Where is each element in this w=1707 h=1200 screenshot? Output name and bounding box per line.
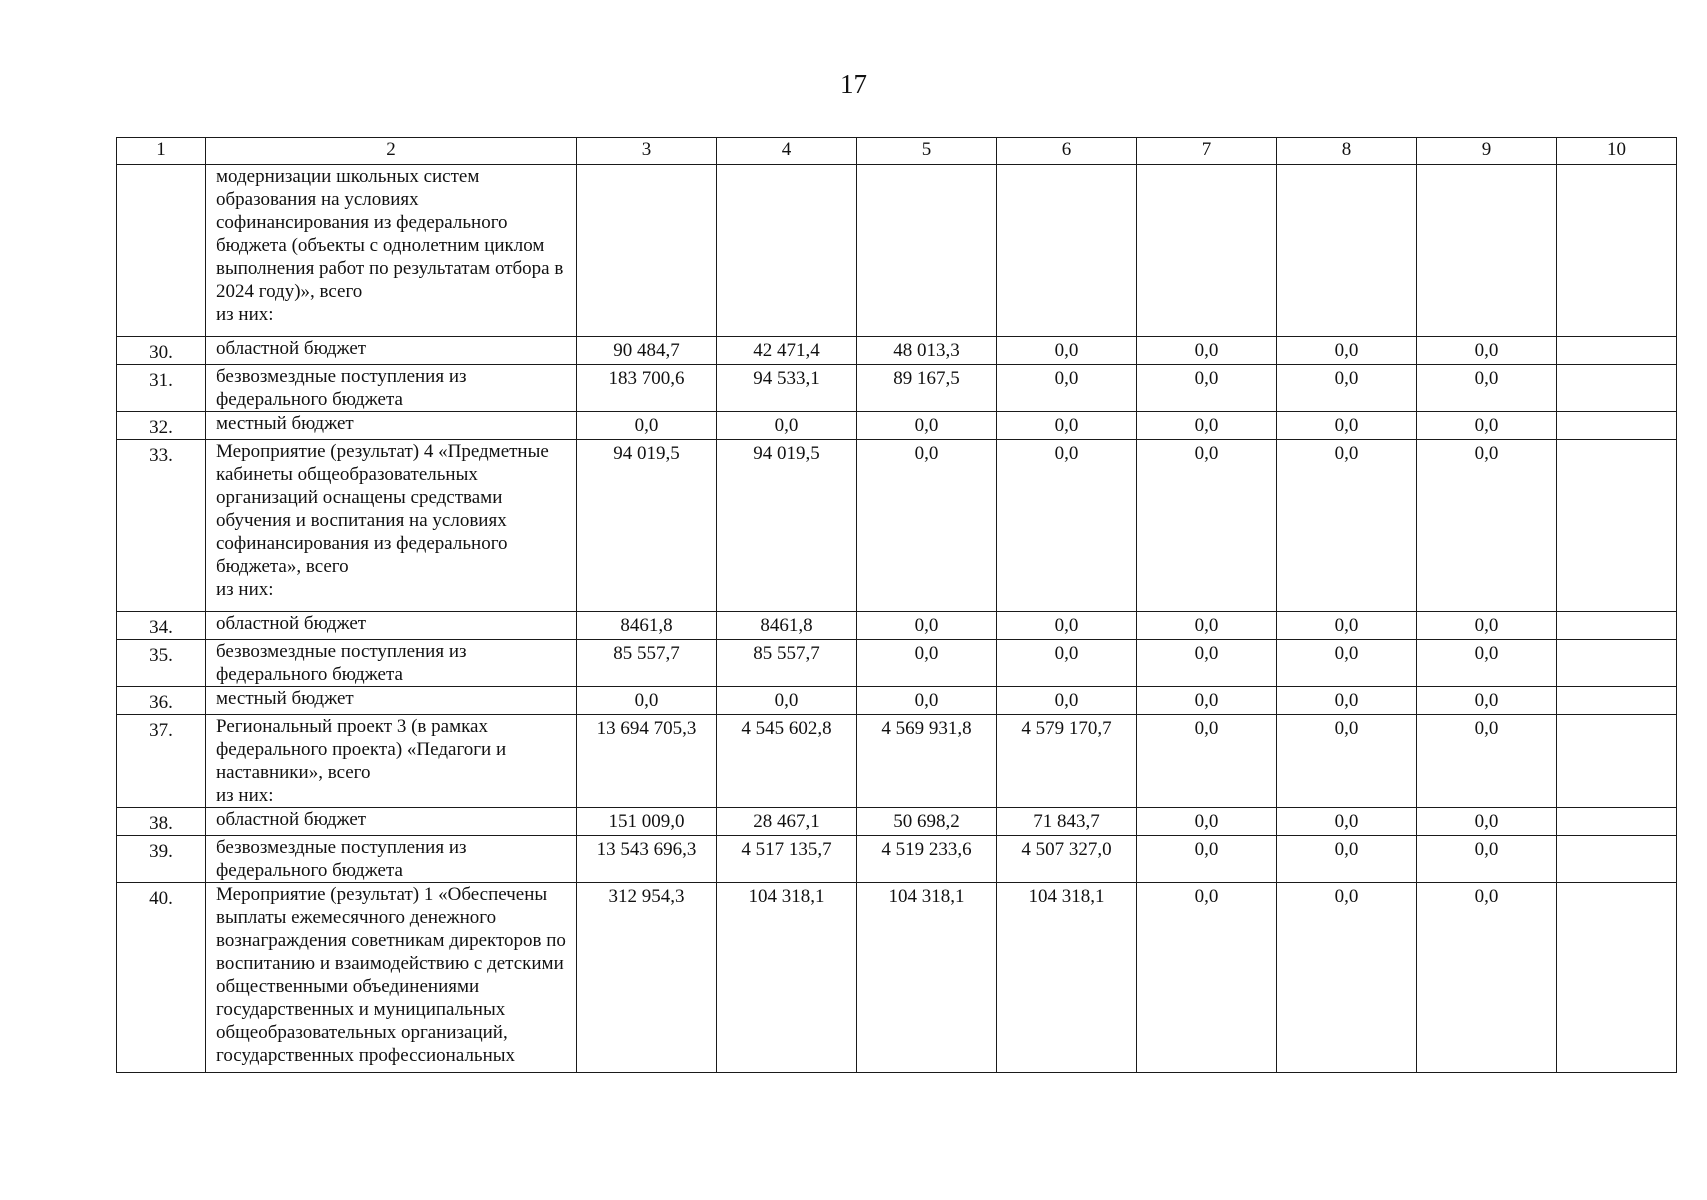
value-cell-col-8: 0,0 [1277,715,1417,808]
value-cell-col-5: 104 318,1 [857,883,997,1073]
table-row [117,640,1677,687]
value-cell-col-9: 0,0 [1417,883,1557,1073]
value-cell-col-9: 0,0 [1417,687,1557,715]
row-number: 36. [117,687,206,715]
row-label [206,808,577,836]
value-cell-col-10 [1557,640,1677,687]
value-cell-col-9: 0,0 [1417,365,1557,412]
value-cell-col-8: 0,0 [1277,440,1417,612]
value-cell-col-8: 0,0 [1277,687,1417,715]
table-row [117,687,1677,715]
value-cell-col-6 [997,165,1137,337]
value-cell-col-8: 0,0 [1277,836,1417,883]
value-cell-col-7: 0,0 [1137,715,1277,808]
row-label-line: Региональный проект 3 (в рамках федерального проекта) «Педагоги и наставники», всего [216,716,507,783]
row-number: 31. [117,365,206,412]
value-cell-col-6: 0,0 [997,687,1137,715]
value-cell-col-9: 0,0 [1417,808,1557,836]
table-row [117,715,1677,808]
value-cell-col-5: 0,0 [857,687,997,715]
row-number: 33. [117,440,206,612]
row-number: 30. [117,337,206,365]
column-header-4: 4 [717,138,857,165]
column-header-10: 10 [1557,138,1677,165]
row-label-line: безвозмездные поступления из федерального бюджета [216,641,467,685]
row-label-line: областной бюджет [216,613,367,634]
value-cell-col-6: 0,0 [997,640,1137,687]
row-label-line: безвозмездные поступления из федерального бюджета [216,837,467,881]
value-cell-col-4: 42 471,4 [717,337,857,365]
value-cell-col-9: 0,0 [1417,836,1557,883]
value-cell-col-10 [1557,715,1677,808]
value-cell-col-7: 0,0 [1137,687,1277,715]
row-label [206,836,577,883]
value-cell-col-4: 4 517 135,7 [717,836,857,883]
value-cell-col-4: 28 467,1 [717,808,857,836]
value-cell-col-4: 8461,8 [717,612,857,640]
value-cell-col-5 [857,165,997,337]
table-row [117,612,1677,640]
row-label [206,687,577,715]
value-cell-col-4: 0,0 [717,687,857,715]
row-label [206,365,577,412]
value-cell-col-7: 0,0 [1137,337,1277,365]
value-cell-col-10 [1557,365,1677,412]
row-number [117,165,206,337]
row-number: 39. [117,836,206,883]
row-label [206,883,577,1073]
value-cell-col-6: 71 843,7 [997,808,1137,836]
value-cell-col-9: 0,0 [1417,412,1557,440]
value-cell-col-4 [717,165,857,337]
value-cell-col-3: 0,0 [577,412,717,440]
value-cell-col-9: 0,0 [1417,337,1557,365]
value-cell-col-6: 0,0 [997,612,1137,640]
value-cell-col-7 [1137,165,1277,337]
value-cell-col-5: 4 569 931,8 [857,715,997,808]
value-cell-col-4: 104 318,1 [717,883,857,1073]
row-number: 40. [117,883,206,1073]
row-label-line: из них: [216,785,274,806]
value-cell-col-10 [1557,883,1677,1073]
value-cell-col-8 [1277,165,1417,337]
value-cell-col-6: 104 318,1 [997,883,1137,1073]
value-cell-col-3: 151 009,0 [577,808,717,836]
row-label-line: из них: [216,304,274,325]
value-cell-col-5: 48 013,3 [857,337,997,365]
value-cell-col-4: 94 533,1 [717,365,857,412]
value-cell-col-7: 0,0 [1137,612,1277,640]
value-cell-col-10 [1557,412,1677,440]
value-cell-col-3: 85 557,7 [577,640,717,687]
row-label [206,640,577,687]
value-cell-col-4: 4 545 602,8 [717,715,857,808]
row-number: 34. [117,612,206,640]
table-row [117,808,1677,836]
value-cell-col-5: 4 519 233,6 [857,836,997,883]
table-row [117,412,1677,440]
value-cell-col-6: 0,0 [997,365,1137,412]
value-cell-col-3: 13 694 705,3 [577,715,717,808]
value-cell-col-10 [1557,687,1677,715]
value-cell-col-7: 0,0 [1137,883,1277,1073]
value-cell-col-10 [1557,337,1677,365]
column-header-6: 6 [997,138,1137,165]
value-cell-col-9: 0,0 [1417,440,1557,612]
row-label-line: из них: [216,579,274,600]
value-cell-col-6: 0,0 [997,337,1137,365]
row-label [206,165,577,337]
value-cell-col-9: 0,0 [1417,715,1557,808]
value-cell-col-9 [1417,165,1557,337]
value-cell-col-3: 312 954,3 [577,883,717,1073]
row-label-line: местный бюджет [216,413,354,434]
value-cell-col-7: 0,0 [1137,640,1277,687]
row-number: 38. [117,808,206,836]
table-row [117,365,1677,412]
value-cell-col-8: 0,0 [1277,640,1417,687]
table-row [117,337,1677,365]
header-row [117,138,1677,165]
column-header-7: 7 [1137,138,1277,165]
value-cell-col-3 [577,165,717,337]
column-header-8: 8 [1277,138,1417,165]
value-cell-col-8: 0,0 [1277,883,1417,1073]
table-row [117,836,1677,883]
value-cell-col-3: 183 700,6 [577,365,717,412]
value-cell-col-5: 0,0 [857,440,997,612]
row-label [206,440,577,612]
row-label-line: областной бюджет [216,338,367,359]
value-cell-col-3: 8461,8 [577,612,717,640]
value-cell-col-10 [1557,808,1677,836]
value-cell-col-7: 0,0 [1137,365,1277,412]
row-label-line: модернизации школьных систем образования на условиях софинансирования из федерального бюджета (объекты с однолетним циклом выполнения работ по результатам отбора в 2024 году)», всего [216,166,564,302]
value-cell-col-10 [1557,440,1677,612]
row-label [206,612,577,640]
value-cell-col-5: 50 698,2 [857,808,997,836]
column-header-1: 1 [117,138,206,165]
value-cell-col-6: 0,0 [997,440,1137,612]
value-cell-col-7: 0,0 [1137,412,1277,440]
value-cell-col-6: 4 507 327,0 [997,836,1137,883]
value-cell-col-10 [1557,836,1677,883]
value-cell-col-8: 0,0 [1277,337,1417,365]
value-cell-col-4: 85 557,7 [717,640,857,687]
row-label-line: Мероприятие (результат) 1 «Обеспечены выплаты ежемесячного денежного вознаграждения советникам директоров по воспитанию и взаимодействию с детскими общественными объединениями государственных и муниципальных общеобразовательных организаций, государственных профессиональных [216,884,566,1066]
value-cell-col-9: 0,0 [1417,640,1557,687]
page-number: 17 [840,69,867,99]
value-cell-col-3: 0,0 [577,687,717,715]
budget-table [116,137,1677,1073]
row-label [206,412,577,440]
value-cell-col-5: 89 167,5 [857,365,997,412]
value-cell-col-4: 94 019,5 [717,440,857,612]
column-header-5: 5 [857,138,997,165]
row-label [206,337,577,365]
row-label-line: безвозмездные поступления из федерального бюджета [216,366,467,410]
row-label [206,715,577,808]
row-number: 35. [117,640,206,687]
value-cell-col-4: 0,0 [717,412,857,440]
value-cell-col-3: 90 484,7 [577,337,717,365]
value-cell-col-10 [1557,612,1677,640]
row-label-line: местный бюджет [216,688,354,709]
value-cell-col-8: 0,0 [1277,808,1417,836]
value-cell-col-8: 0,0 [1277,365,1417,412]
table-row [117,440,1677,612]
value-cell-col-6: 0,0 [997,412,1137,440]
value-cell-col-7: 0,0 [1137,836,1277,883]
value-cell-col-7: 0,0 [1137,440,1277,612]
table-body [117,165,1677,1073]
value-cell-col-7: 0,0 [1137,808,1277,836]
value-cell-col-8: 0,0 [1277,612,1417,640]
value-cell-col-3: 13 543 696,3 [577,836,717,883]
value-cell-col-5: 0,0 [857,612,997,640]
column-header-9: 9 [1417,138,1557,165]
value-cell-col-10 [1557,165,1677,337]
column-header-3: 3 [577,138,717,165]
value-cell-col-3: 94 019,5 [577,440,717,612]
row-number: 32. [117,412,206,440]
value-cell-col-6: 4 579 170,7 [997,715,1137,808]
value-cell-col-5: 0,0 [857,640,997,687]
row-number: 37. [117,715,206,808]
row-label-line: областной бюджет [216,809,367,830]
row-label-line: Мероприятие (результат) 4 «Предметные кабинеты общеобразовательных организаций оснащены средствами обучения и воспитания на условиях софинансирования из федерального бюджета», всего [216,441,549,577]
table-row [117,883,1677,1073]
table-row [117,165,1677,337]
value-cell-col-5: 0,0 [857,412,997,440]
column-header-2: 2 [206,138,577,165]
value-cell-col-8: 0,0 [1277,412,1417,440]
value-cell-col-9: 0,0 [1417,612,1557,640]
